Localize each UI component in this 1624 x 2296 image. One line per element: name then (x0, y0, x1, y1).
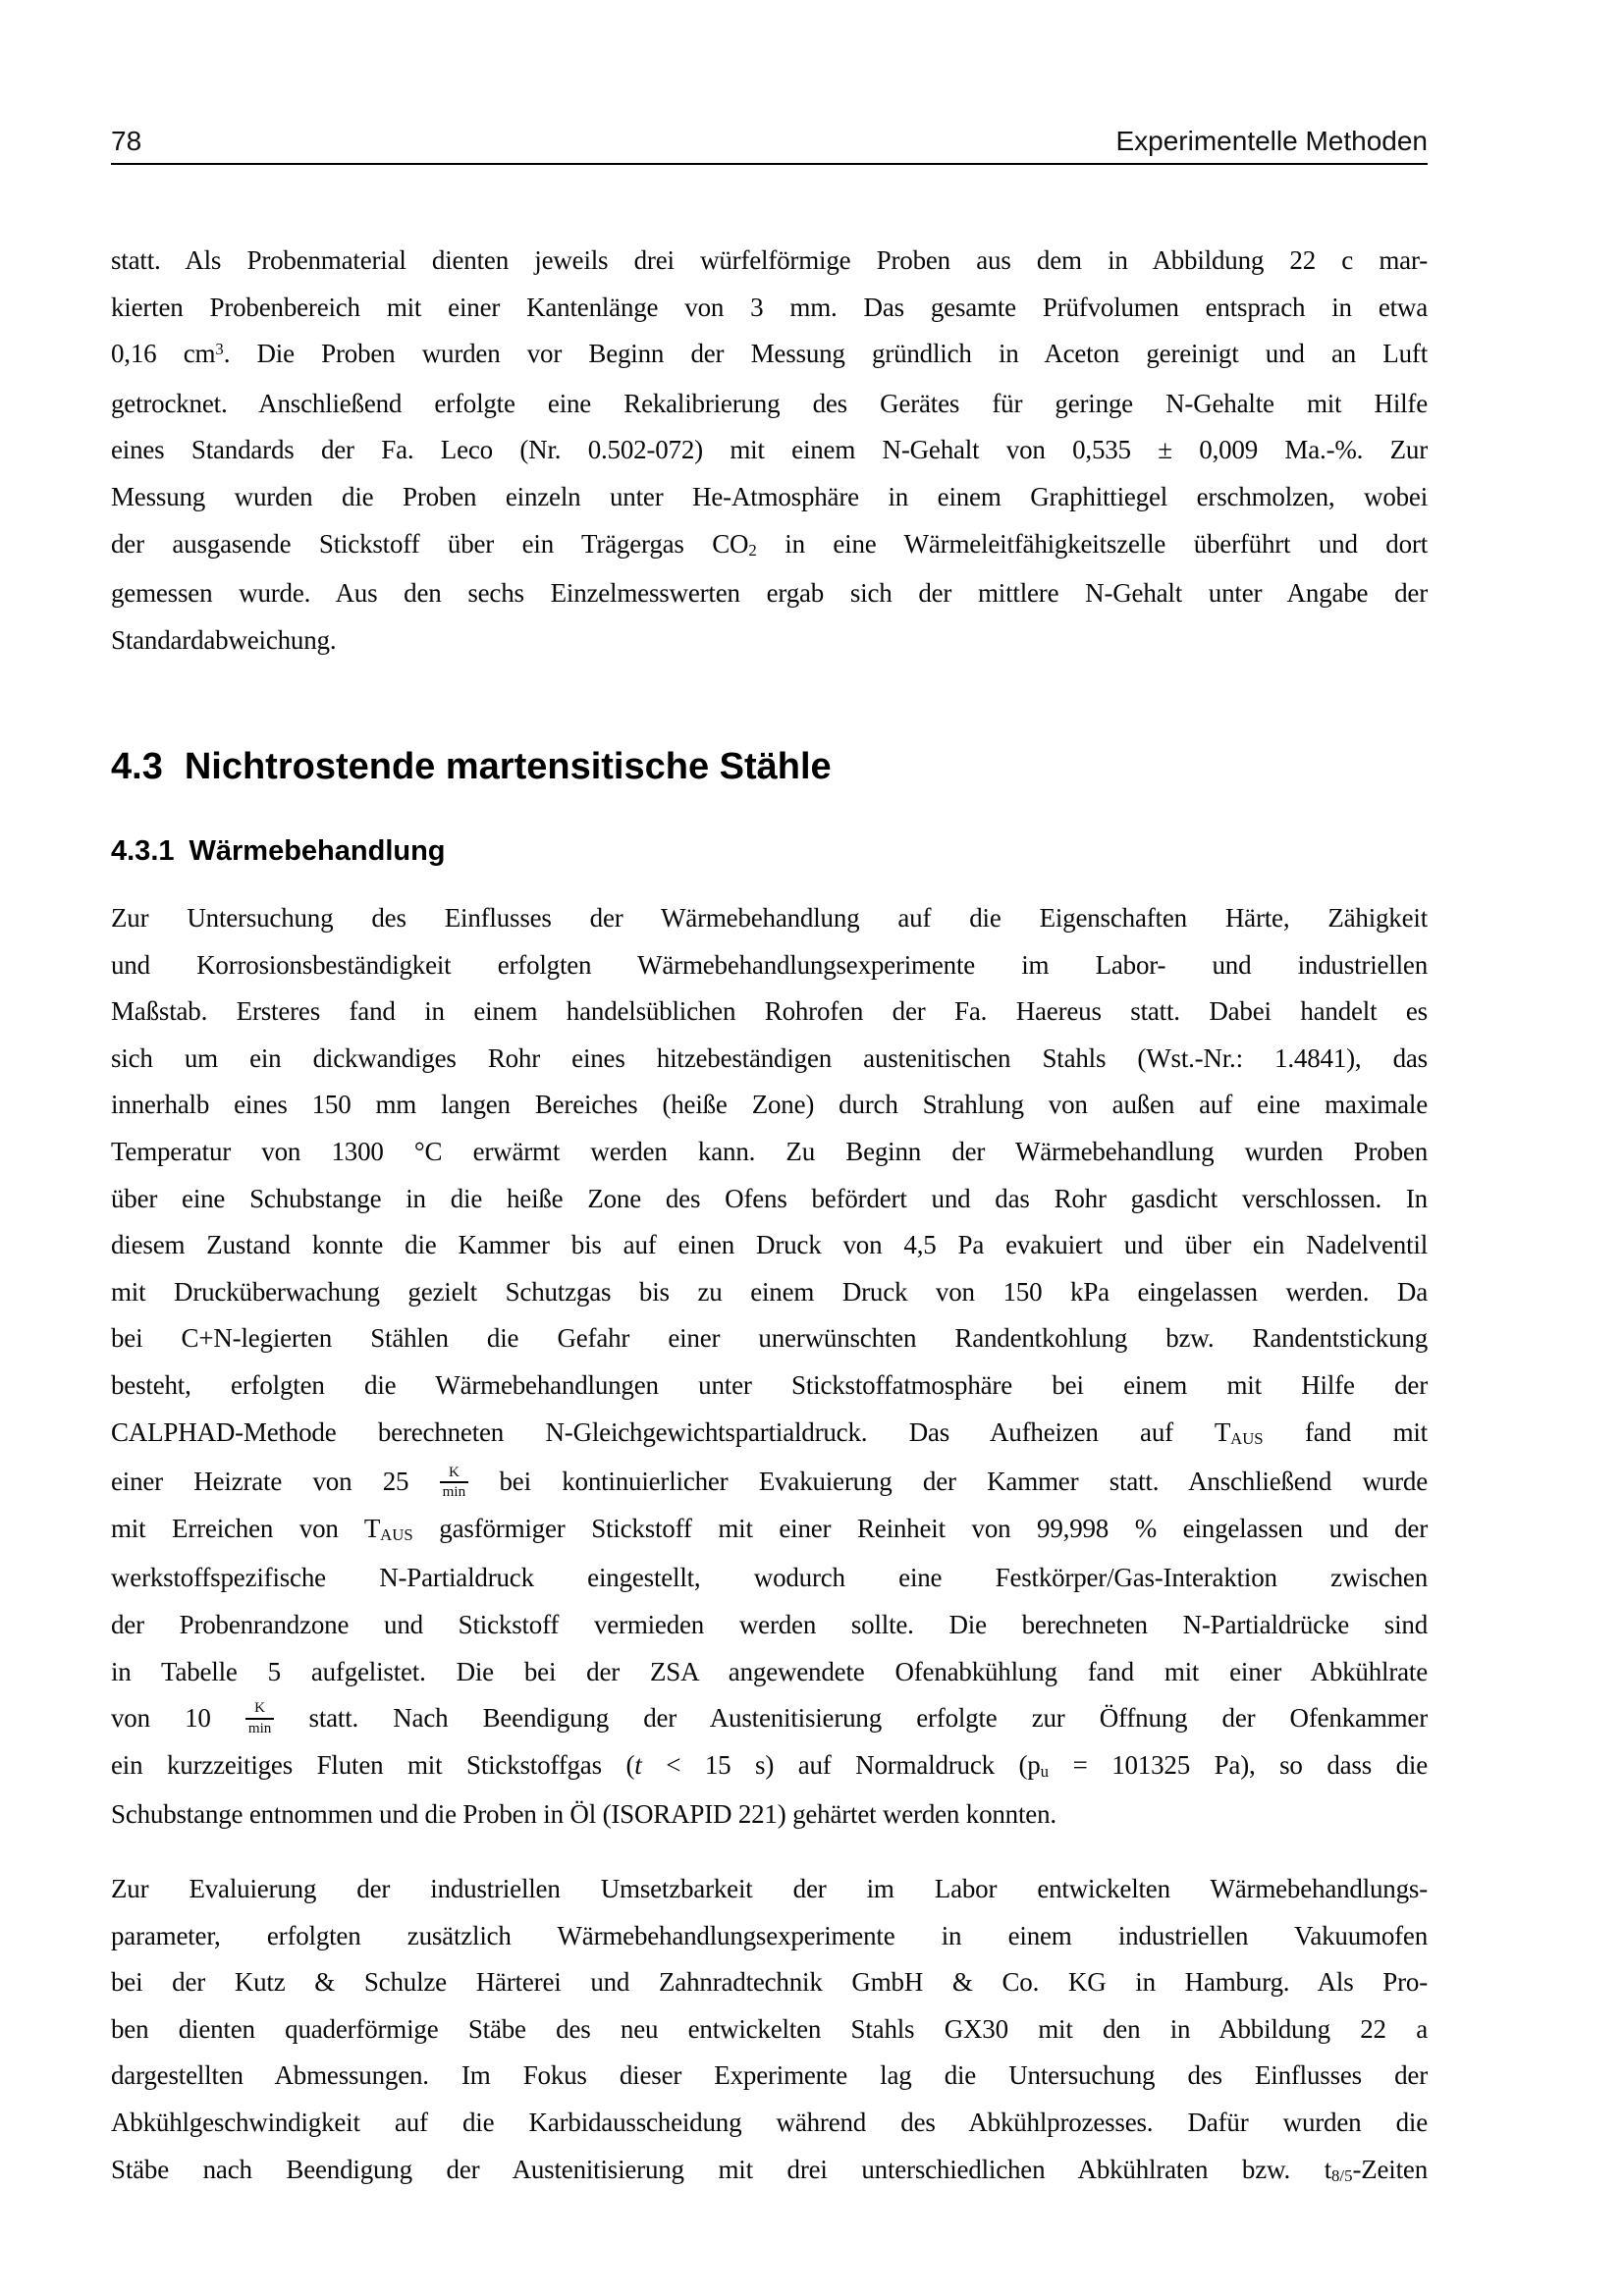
text-line: in Tabelle 5 aufgelistet. Die bei der ZSA angewendete Ofenabkühlung fand mit einer Abkühlrate (111, 1656, 1428, 1686)
text-line: ein kurzzeitiges Fluten mit Stickstoffgas (t < 15 s) auf Normaldruck (pu = 101325 Pa), so dass die (111, 1749, 1428, 1782)
page-number: 78 (111, 126, 142, 156)
text-line: der ausgasende Stickstoff über ein Trägergas CO2 in eine Wärmeleitfähigkeitszelle überführt und dort (111, 528, 1428, 561)
text-line: von 10 $\frac{K}{\min}$ statt. Nach Beendigung der Austenitisierung erfolgte zur Öffnung der Ofenkammer (111, 1700, 1428, 1737)
chapter-title: Experimentelle Methoden (1115, 126, 1428, 156)
text-line: über eine Schubstange in die heiße Zone des Ofens befördert und das Rohr gasdicht verschlossen. In (111, 1183, 1428, 1213)
text-line: Standardabweichung. (111, 624, 337, 655)
text-line: besteht, erfolgten die Wärmebehandlungen unter Stickstoffatmosphäre bei einem mit Hilfe der (111, 1369, 1428, 1400)
header-rule (111, 163, 1428, 165)
text-line: ben dienten quaderförmige Stäbe des neu entwickelten Stahls GX30 mit den in Abbildung 22 a (111, 2013, 1428, 2044)
text-line: Zur Untersuchung des Einflusses der Wärmebehandlung auf die Eigenschaften Härte, Zähigkeit (111, 903, 1428, 933)
text-line: sich um ein dickwandiges Rohr eines hitzebeständigen austenitischen Stahls (Wst.-Nr.: 1.4841), das (111, 1042, 1428, 1073)
text-line: bei C+N-legierten Stählen die Gefahr einer unerwünschten Randentkohlung bzw. Randentstickung (111, 1323, 1428, 1354)
paragraph-intro (111, 238, 1428, 664)
text-line: Messung wurden die Proben einzeln unter He-Atmosphäre in einem Graphittiegel erschmolzen, wobei (111, 481, 1428, 511)
text-line: statt. Als Probenmaterial dienten jeweils drei würfelförmige Proben aus dem in Abbildung 22 c mar- (111, 245, 1428, 275)
text-line: dargestellten Abmessungen. Im Fokus dieser Experimente lag die Untersuchung des Einflusses der (111, 2060, 1428, 2091)
text-line: mit Erreichen von TAUS gasförmiger Stickstoff mit einer Reinheit von 99,998 % eingelassen und der (111, 1513, 1428, 1545)
text-line: innerhalb eines 150 mm langen Bereiches (heiße Zone) durch Strahlung von außen auf eine maximale (111, 1090, 1428, 1120)
text-line: getrocknet. Anschließend erfolgte eine Rekalibrierung des Gerätes für geringe N-Gehalte mit Hilfe (111, 388, 1428, 418)
text-line: diesem Zustand konnte die Kammer bis auf einen Druck von 4,5 Pa evakuiert und über ein Nadelventil (111, 1230, 1428, 1260)
paragraph-evaluierung (111, 1866, 1428, 2196)
text-line: einer Heizrate von 25 $\frac{K}{\min}$ bei kontinuierlicher Evakuierung der Kammer statt. Anschließend wurde (111, 1464, 1428, 1501)
text-line: 0,16 $cm^3$. Die Proben wurden vor Beginn der Messung gründlich in Aceton gereinigt und an Luft (111, 339, 1428, 369)
text-line: Stäbe nach Beendigung der Austenitisierung mit drei unterschiedlichen Abkühlraten bzw. t8/5-Zeiten (111, 2154, 1428, 2186)
section-heading (111, 744, 1428, 789)
text-line: CALPHAD-Methode berechneten N-Gleichgewichtspartialdruck. Das Aufheizen auf TAUS fand mit (111, 1416, 1428, 1449)
text-line: eines Standards der Fa. Leco (Nr. 0.502-072) mit einem N-Gehalt von 0,535 ± 0,009 Ma.-%. Zur (111, 435, 1428, 465)
text-line: Schubstange entnommen und die Proben in Öl (ISORAPID 221) gehärtet werden konnten. (111, 1799, 1056, 1830)
text-line: Temperatur von 1300 °C erwärmt werden kann. Zu Beginn der Wärmebehandlung wurden Proben (111, 1136, 1428, 1166)
text-line: bei der Kutz & Schulze Härterei und Zahnradtechnik GmbH & Co. KG in Hamburg. Als Pro- (111, 1967, 1428, 1998)
text-line: werkstoffspezifische N-Partialdruck eingestellt, wodurch eine Festkörper/Gas-Interaktion zwischen (111, 1563, 1428, 1593)
section-title: Nichtrostende martensitische Stähle (184, 746, 832, 787)
fraction: $\frac{K}{\min}$ (245, 1699, 275, 1738)
text-line: gemessen wurde. Aus den sechs Einzelmesswerten ergab sich der mittlere N-Gehalt unter Angabe der (111, 578, 1428, 609)
paragraph-waermebehandlung (111, 895, 1428, 1839)
subsection-heading (111, 833, 1428, 869)
text-line: Abkühlgeschwindigkeit auf die Karbidausscheidung während des Abkühlprozesses. Dafür wurden die (111, 2107, 1428, 2137)
subsection-title: Wärmebehandlung (189, 835, 446, 867)
text-line: Zur Evaluierung der industriellen Umsetzbarkeit der im Labor entwickelten Wärmebehandlungs- (111, 1874, 1428, 1903)
subsection-number: 4.3.1 (111, 835, 175, 867)
text-line: parameter, erfolgten zusätzlich Wärmebehandlungsexperimente in einem industriellen Vakuumofen (111, 1920, 1428, 1950)
fraction: $\frac{K}{\min}$ (440, 1464, 469, 1503)
text-line: der Probenrandzone und Stickstoff vermieden werden sollte. Die berechneten N-Partialdrücke sind (111, 1609, 1428, 1639)
text-line: Maßstab. Ersteres fand in einem handelsüblichen Rohrofen der Fa. Haereus statt. Dabei handelt es (111, 996, 1428, 1027)
text-line: und Korrosionsbeständigkeit erfolgten Wärmebehandlungsexperimente im Labor- und industriellen (111, 949, 1428, 980)
section-number: 4.3 (111, 746, 163, 787)
text-line: mit Drucküberwachung gezielt Schutzgas bis zu einem Druck von 150 kPa eingelassen werden. Da (111, 1276, 1428, 1307)
running-header (111, 126, 1428, 157)
text-line: kierten Probenbereich mit einer Kantenlänge von 3 mm. Das gesamte Prüfvolumen entsprach in etwa (111, 292, 1428, 322)
